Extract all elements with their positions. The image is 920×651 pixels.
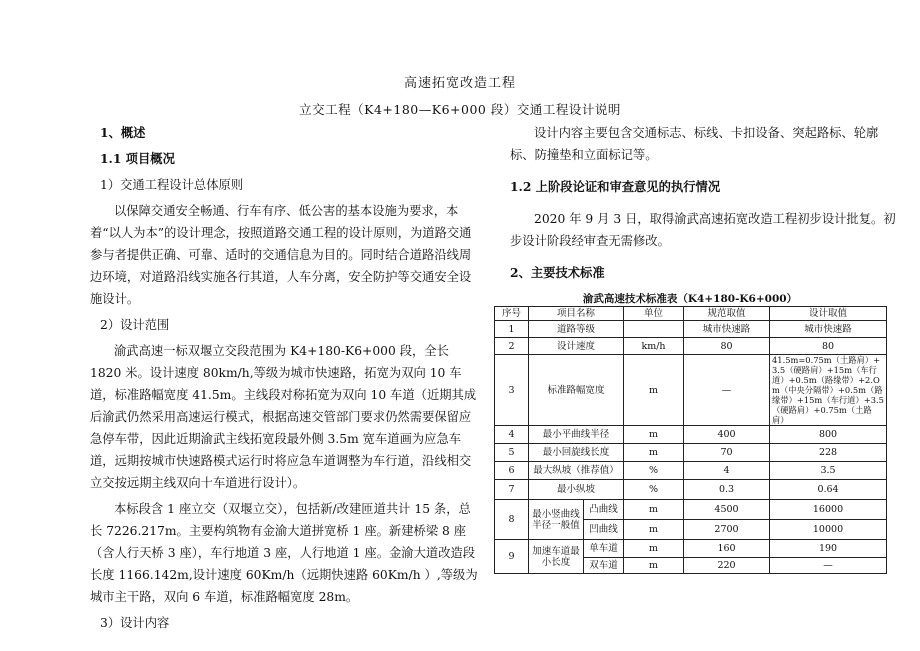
table-row [495,540,887,558]
cell-unit: m [624,540,684,558]
item-heading-scope: 2）设计范围 [100,318,170,332]
cell-spec: 70 [684,444,770,462]
cell-spec: 220 [684,558,770,574]
cell-name: 最小平曲线半径 [529,426,624,444]
cell-no: 6 [495,462,529,480]
cell-design: 10000 [770,520,887,540]
section-heading-standards: 2、主要技术标准 [510,265,605,280]
table-header-row [495,307,887,321]
cell-unit: km/h [624,338,684,355]
table-row [495,500,887,520]
cell-design: 城市快速路 [770,321,887,338]
cell-design: — [770,558,887,574]
cell-unit [624,321,684,338]
cell-name: 最大纵坡（推荐值） [529,462,624,480]
cell-subname: 双车道 [584,558,624,574]
cell-spec: 0.3 [684,480,770,500]
paragraph-interchange: 本标段含 1 座立交（双堰立交），包括新/改建匝道共计 15 条，总长 7226.217m。主要构筑物有金渝大道拼宽桥 1 座。新建桥梁 8 座（含人行天桥 3 座），车行地道 3 座，人行地道 1 座。金渝大道改造段长度 1166.142m,设计速度 60Km/h（远期快速路 60Km/h ）,等级为城市主干路，双向 6 车道，标准路幅宽度 28m。 [90,502,478,604]
table-row [495,480,887,500]
cell-design: 800 [770,426,887,444]
cell-no: 4 [495,426,529,444]
table-row [495,426,887,444]
cell-name: 标准路幅宽度 [529,355,624,426]
table-row [495,462,887,480]
section-heading-project: 1.1 项目概况 [100,151,175,166]
document-subtitle: 立交工程（K4+180—K6+000 段）交通工程设计说明 [299,102,621,117]
cell-name: 最小纵坡 [529,480,624,500]
cell-spec: 4 [684,462,770,480]
cell-name: 道路等级 [529,321,624,338]
cell-no: 7 [495,480,529,500]
cell-unit: m [624,558,684,574]
document-title: 高速拓宽改造工程 [403,76,516,91]
paragraph-content: 设计内容主要包含交通标志、标线、卡扣设备、突起路标、轮廓标、防撞垫和立面标记等。 [510,126,879,162]
cell-name: 加速车道最小长度 [529,540,584,574]
paragraph-principles: 以保障交通安全畅通、行车有序、低公害的基本设施为要求，本着“以人为本”的设计理念，按照道路交通工程的设计原则，为道路交通参与者提供正确、可靠、适时的交通信息为目的。同时结合道路沿线周边环境，对道路沿线实施各行其道，人车分离，安全防护等交通安全设施设计。 [90,204,472,306]
section-heading-review: 1.2 上阶段论证和审查意见的执行情况 [510,179,721,194]
cell-name: 最小竖曲线半径一般值 [529,500,584,540]
table-row [495,355,887,426]
table-row [495,321,887,338]
table-header: 项目名称 [529,307,624,321]
cell-subname: 凸曲线 [584,500,624,520]
cell-name: 设计速度 [529,338,624,355]
item-heading-content: 3）设计内容 [100,616,170,630]
table-header: 设计取值 [770,307,887,321]
cell-unit: m [624,520,684,540]
cell-no: 1 [495,321,529,338]
table-header: 规范取值 [684,307,770,321]
cell-design: 228 [770,444,887,462]
paragraph-review: 2020 年 9 月 3 日，取得渝武高速拓宽改造工程初步设计批复。初步设计阶段经审查无需修改。 [510,212,896,248]
cell-unit: m [624,500,684,520]
cell-spec: 80 [684,338,770,355]
cell-spec: 2700 [684,520,770,540]
cell-design: 3.5 [770,462,887,480]
table-caption: 渝武高速技术标准表（K4+180-K6+000） [582,293,798,305]
tech-standards-table [494,306,887,574]
cell-unit: % [624,480,684,500]
cell-name: 最小回旋线长度 [529,444,624,462]
left-column [90,122,480,634]
table-row [495,444,887,462]
cell-design: 41.5m=0.75m（土路肩）+3.5（硬路肩）+15m（车行道）+0.5m（路缘带）+2.Om（中央分隔带）+0.5m（路缘带）+15m（车行道）+3.5（硬路肩）+0.75m（土路肩） [770,355,887,426]
paragraph-scope: 渝武高速一标双堰立交段范围为 K4+180-K6+000 段，全长 1820 米。设计速度 80km/h,等级为城市快速路，拓宽为双向 10 车道，标准路幅宽度 41.5m。主线段对称拓宽为双向 10 车道（近期其成后渝武仍然采用高速运行模式，根据高速交管部门要求仍然需要保留应急停车带，因此近期渝武主线拓宽段最外侧 3.5m 宽车道画为应急车道，远期按城市快速路模式运行时将应急车道调整为车行道，沿线相交立交按远期主线双向十车道进行设计）。 [90,344,477,490]
cell-subname: 单车道 [584,540,624,558]
cell-spec: 4500 [684,500,770,520]
table-header: 序号 [495,307,529,321]
cell-no: 3 [495,355,529,426]
cell-spec: 城市快速路 [684,321,770,338]
cell-spec: — [684,355,770,426]
cell-unit: % [624,462,684,480]
cell-design: 16000 [770,500,887,520]
cell-no: 5 [495,444,529,462]
cell-design: 190 [770,540,887,558]
cell-unit: m [624,444,684,462]
cell-subname: 凹曲线 [584,520,624,540]
right-column [510,122,898,284]
section-heading-overview: 1、概述 [100,125,146,140]
cell-design: 80 [770,338,887,355]
table-header: 单位 [624,307,684,321]
cell-no: 2 [495,338,529,355]
cell-spec: 400 [684,426,770,444]
cell-no: 8 [495,500,529,540]
table-row [495,338,887,355]
cell-design: 0.64 [770,480,887,500]
item-heading-principles: 1）交通工程设计总体原则 [100,178,244,192]
cell-unit: m [624,426,684,444]
cell-unit: m [624,355,684,426]
cell-spec: 160 [684,540,770,558]
cell-no: 9 [495,540,529,574]
